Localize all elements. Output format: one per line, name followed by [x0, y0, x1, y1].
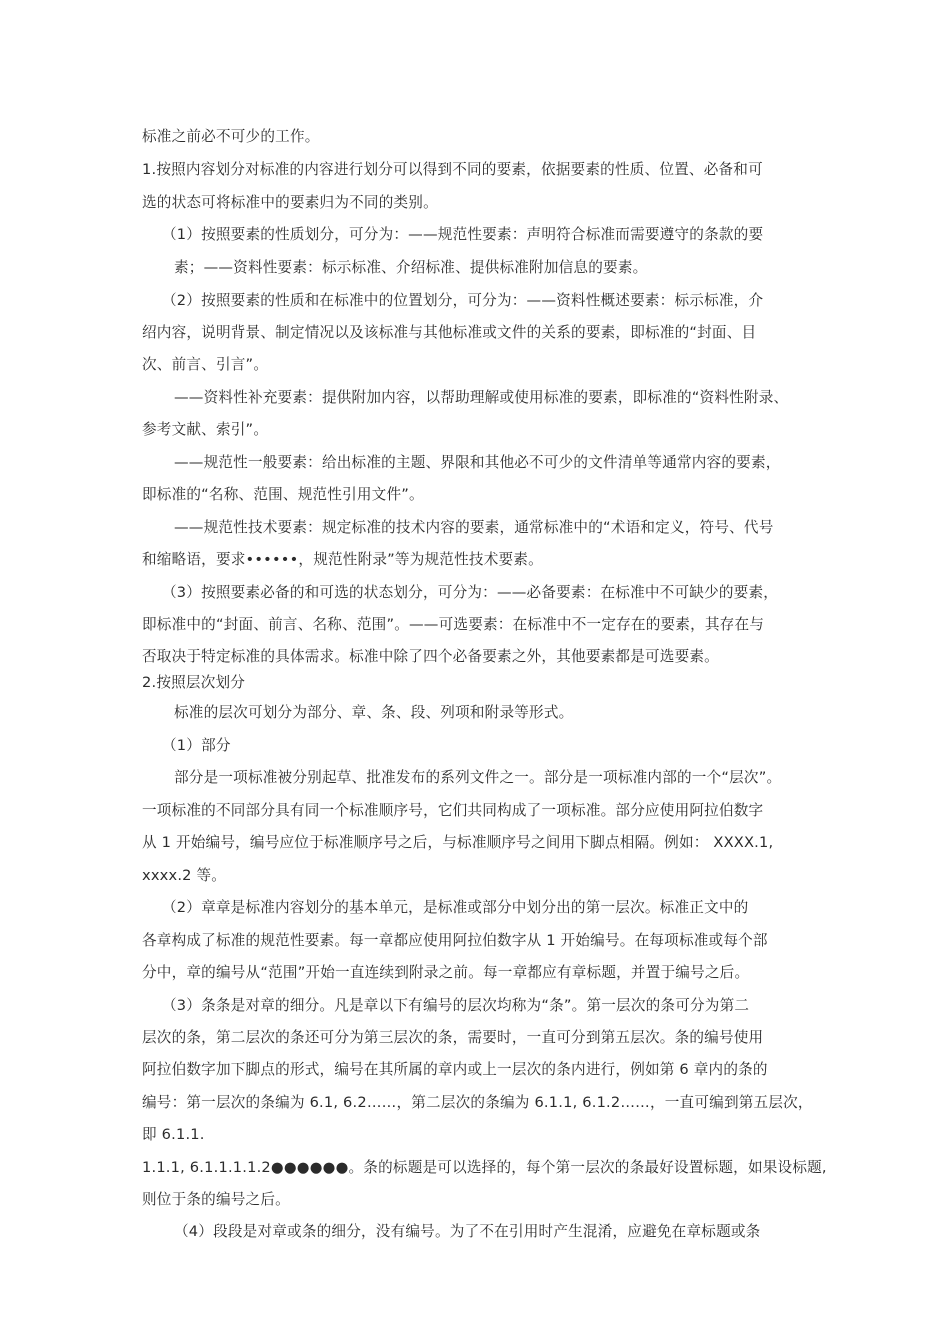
text-line: 和缩略语，要求••••••，规范性附录”等为规范性技术要素。 — [142, 551, 543, 568]
text-line: 一项标准的不同部分具有同一个标准顺序号，它们共同构成了一项标准。部分应使用阿拉伯数字 — [142, 802, 764, 819]
text-line: xxxx.2 等。 — [142, 867, 227, 884]
text-line: 1.1.1, 6.1.1.1.1.2●●●●●●。条的标题是可以选择的，每个第一层次的条最好设置标题，如果设标题, — [142, 1159, 827, 1176]
text-line: 分中，章的编号从“范围”开始一直连续到附录之前。每一章都应有章标题，并置于编号之后。 — [142, 964, 750, 981]
text-line: 即标准的“名称、范围、规范性引用文件”。 — [142, 486, 424, 503]
text-line: 从 1 开始编号，编号应位于标准顺序号之后，与标准顺序号之间用下脚点相隔。例如： XXXX.1, — [142, 834, 774, 851]
text-line: 否取决于特定标准的具体需求。标准中除了四个必备要素之外，其他要素都是可选要素。 — [142, 648, 719, 665]
subsection-heading: （1）部分 — [162, 737, 231, 754]
text-line: （4）段段是对章或条的细分，没有编号。为了不在引用时产生混淆，应避免在章标题或条 — [174, 1223, 761, 1240]
text-line: 即 6.1.1. — [142, 1126, 205, 1143]
text-line: 阿拉伯数字加下脚点的形式，编号在其所属的章内或上一层次的条内进行，例如第 6 章内的条的 — [142, 1061, 768, 1078]
text-line: 参考文献、索引”。 — [142, 421, 269, 438]
text-line: 标准的层次可划分为部分、章、条、段、列项和附录等形式。 — [174, 704, 574, 721]
text-line: 绍内容，说明背景、制定情况以及该标准与其他标准或文件的关系的要素，即标准的“封面、目 — [142, 324, 757, 341]
text-line: （1）按照要素的性质划分，可分为：——规范性要素：声明符合标准而需要遵守的条款的要 — [162, 226, 764, 243]
text-line: （3）条条是对章的细分。凡是章以下有编号的层次均称为“条”。第一层次的条可分为第二 — [162, 997, 750, 1014]
text-line: 编号：第一层次的条编为 6.1, 6.2……，第二层次的条编为 6.1.1, 6.1.2……，一直可编到第五层次， — [142, 1094, 813, 1111]
text-line: 各章构成了标准的规范性要素。每一章都应使用阿拉伯数字从 1 开始编号。在每项标准或每个部 — [142, 932, 768, 949]
text-line: 标准之前必不可少的工作。 — [142, 128, 320, 145]
text-line: 部分是一项标准被分别起草、批准发布的系列文件之一。部分是一项标准内部的一个“层次”。 — [174, 769, 782, 786]
text-line: 层次的条，第二层次的条还可分为第三层次的条，需要时，一直可分到第五层次。条的编号使用 — [142, 1029, 764, 1046]
text-line: ——资料性补充要素：提供附加内容，以帮助理解或使用标准的要素，即标准的“资料性附录、 — [174, 389, 789, 406]
text-line: 1.按照内容划分对标准的内容进行划分可以得到不同的要素，依据要素的性质、位置、必备和可 — [142, 161, 763, 178]
text-line: （2）按照要素的性质和在标准中的位置划分，可分为：——资料性概述要素：标示标准，介 — [162, 292, 764, 309]
text-line: 选的状态可将标准中的要素归为不同的类别。 — [142, 194, 438, 211]
section-heading: 2.按照层次划分 — [142, 674, 246, 691]
text-line: ——规范性技术要素：规定标准的技术内容的要素，通常标准中的“术语和定义，符号、代号 — [174, 519, 774, 536]
text-line: 即标准中的“封面、前言、名称、范围”。——可选要素：在标准中不一定存在的要素，其存在与 — [142, 616, 765, 633]
text-line: 次、前言、引言”。 — [142, 356, 269, 373]
text-line: 则位于条的编号之后。 — [142, 1191, 290, 1208]
text-line: 素；——资料性要素：标示标准、介绍标准、提供标准附加信息的要素。 — [174, 259, 648, 276]
text-line: ——规范性一般要素：给出标准的主题、界限和其他必不可少的文件清单等通常内容的要素， — [174, 454, 781, 471]
text-line: （3）按照要素必备的和可选的状态划分，可分为：——必备要素：在标准中不可缺少的要素， — [162, 584, 779, 601]
text-line: （2）章章是标准内容划分的基本单元，是标准或部分中划分出的第一层次。标准正文中的 — [162, 899, 749, 916]
